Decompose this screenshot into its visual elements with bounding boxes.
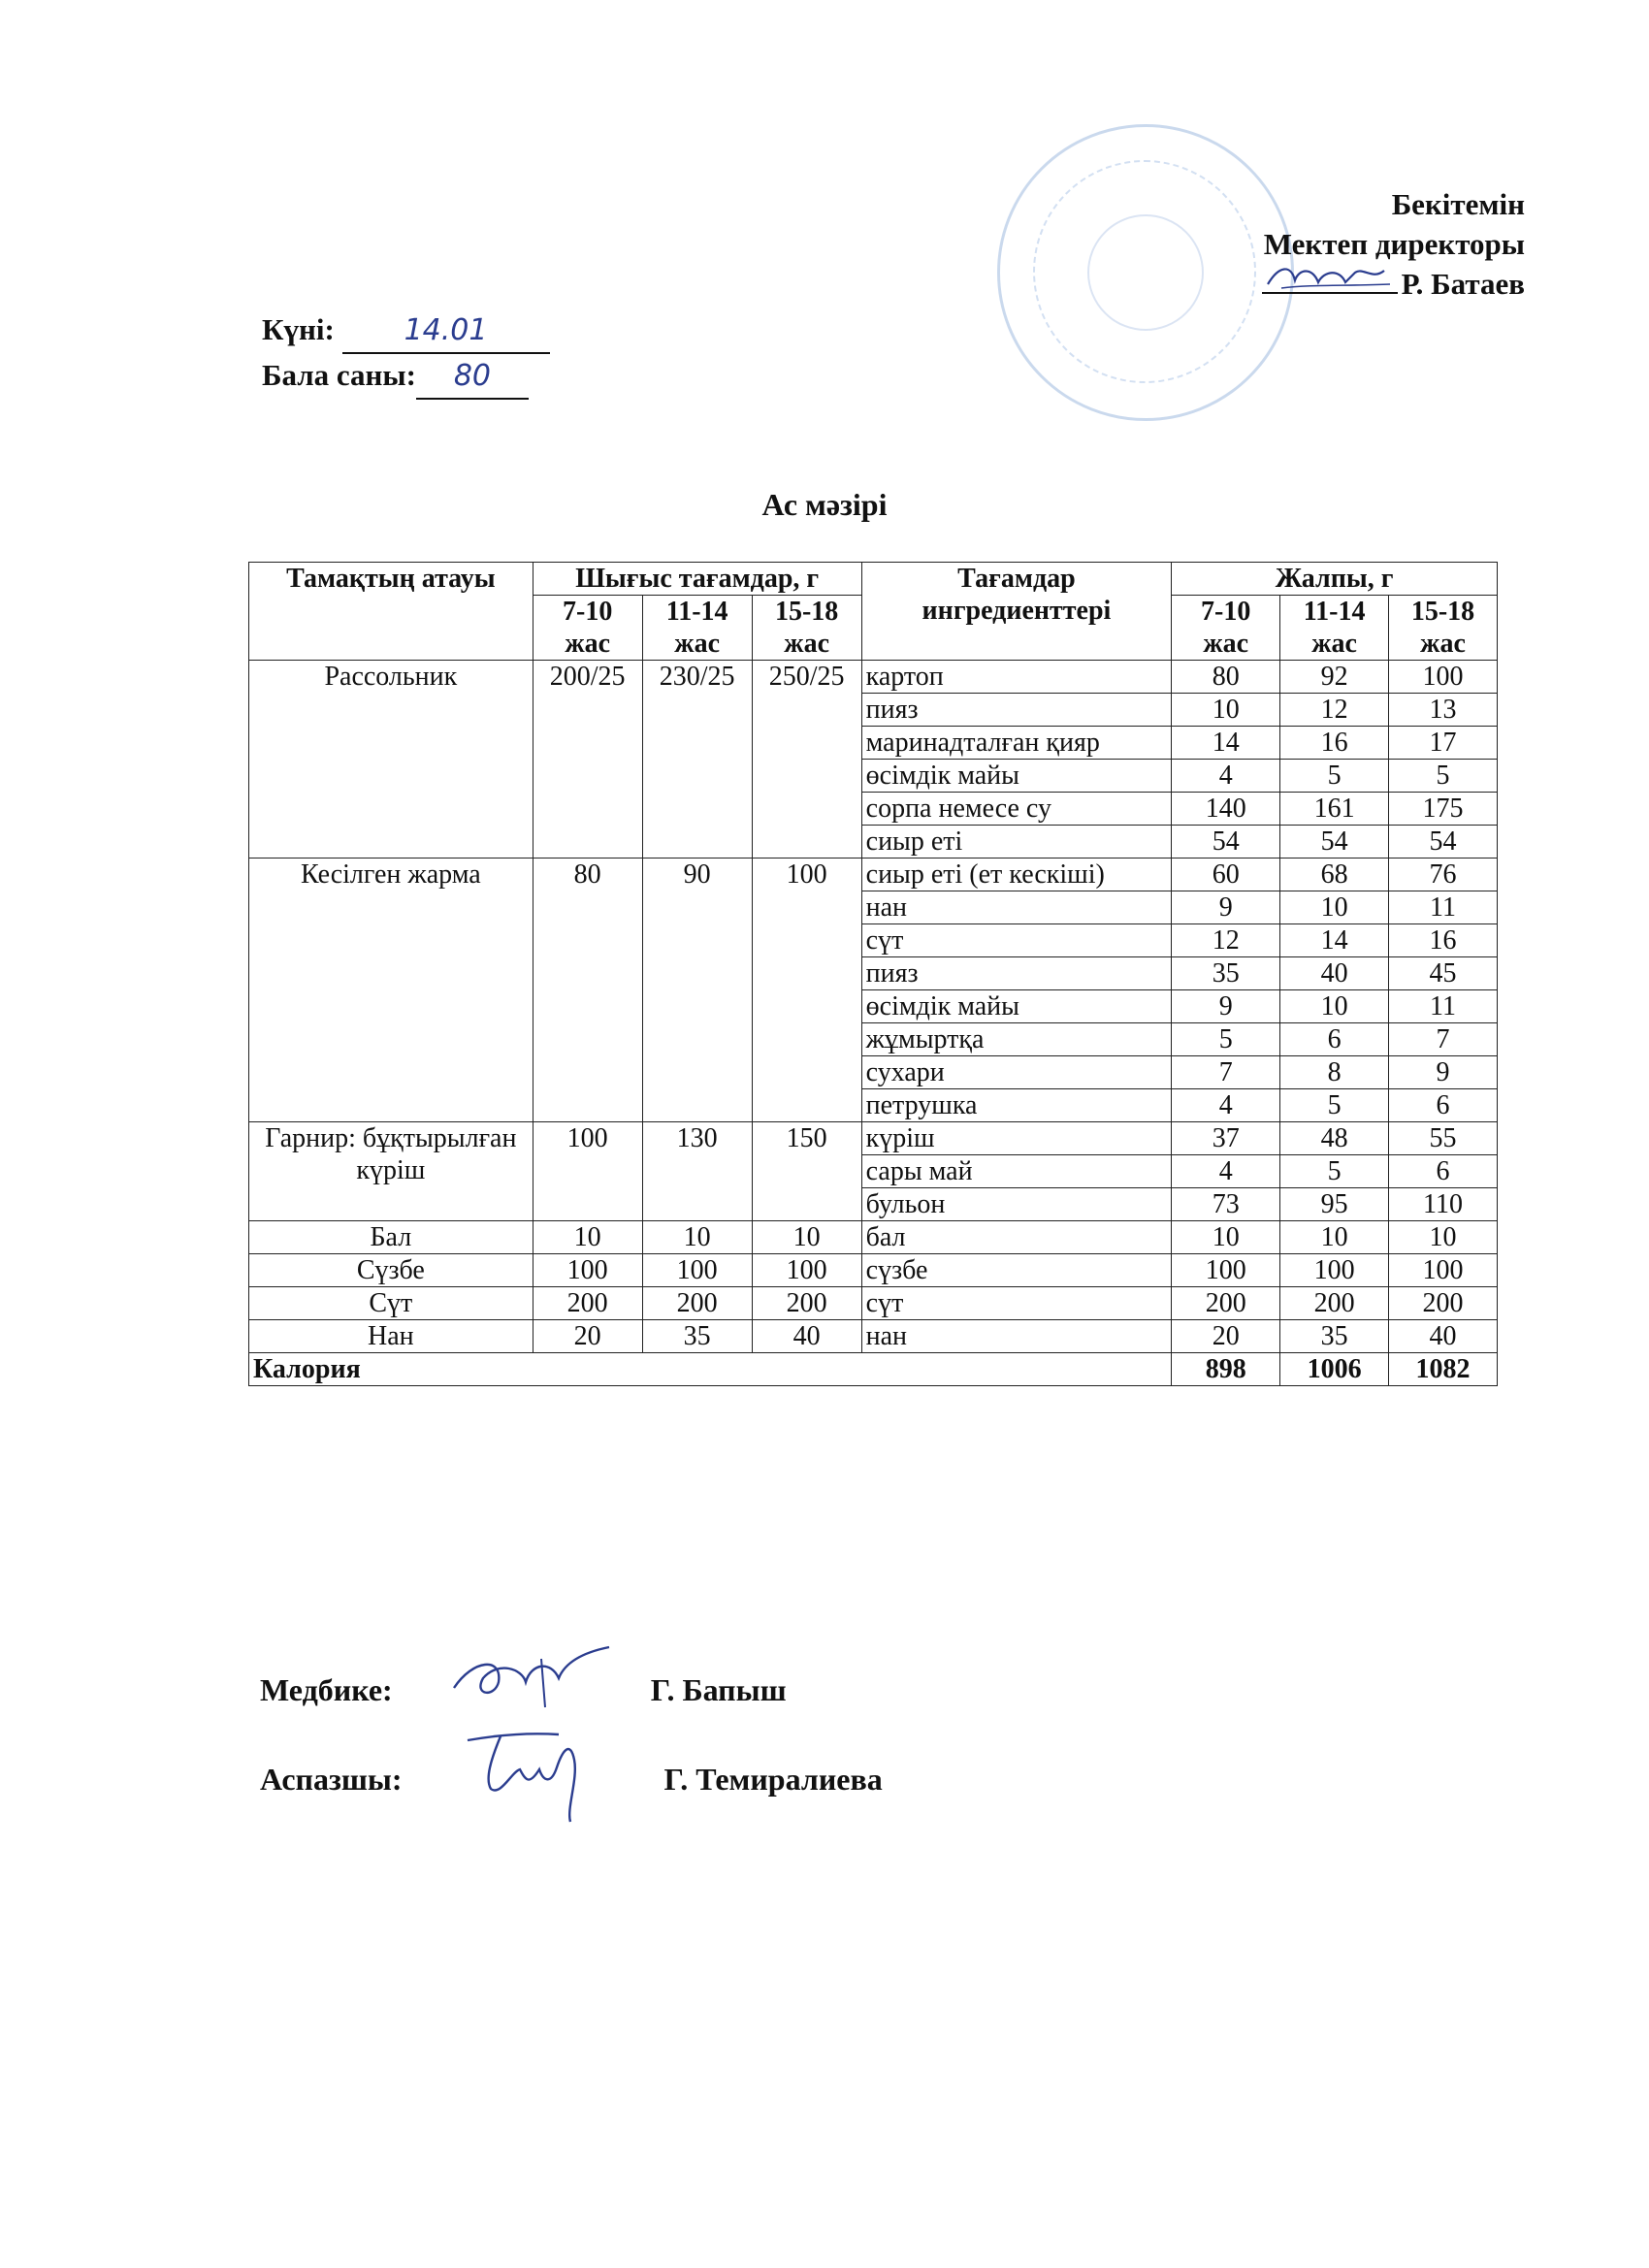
- total-cell: 140: [1172, 793, 1280, 826]
- output-cell: 230/25: [642, 661, 752, 859]
- output-cell: 100: [533, 1254, 642, 1287]
- total-cell: 6: [1389, 1089, 1498, 1122]
- total-cell: 7: [1172, 1056, 1280, 1089]
- output-cell: 200: [752, 1287, 861, 1320]
- total-cell: 200: [1172, 1287, 1280, 1320]
- total-cell: 80: [1172, 661, 1280, 694]
- table-row: [249, 1287, 1498, 1320]
- output-cell: 10: [533, 1221, 642, 1254]
- total-cell: 92: [1280, 661, 1389, 694]
- dish-name-cell: Гарнир: бұқтырылған күріш: [249, 1122, 534, 1221]
- cook-signature-scrawl: [462, 1721, 607, 1828]
- approval-line2: Мектеп директоры: [1263, 227, 1525, 261]
- nurse-signature-scrawl: [444, 1639, 638, 1717]
- total-cell: 13: [1389, 694, 1498, 727]
- total-cell: 37: [1172, 1122, 1280, 1155]
- ingredient-cell: өсімдік майы: [861, 990, 1172, 1023]
- ingredient-cell: жұмыртқа: [861, 1023, 1172, 1056]
- total-cell: 9: [1172, 891, 1280, 924]
- ingredient-cell: нан: [861, 1320, 1172, 1353]
- total-cell: 20: [1172, 1320, 1280, 1353]
- table-row: [249, 1221, 1498, 1254]
- director-signature-line: [1262, 265, 1398, 294]
- ingredient-cell: сары май: [861, 1155, 1172, 1188]
- total-cell: 5: [1280, 1155, 1389, 1188]
- date-value: 14.01: [342, 309, 550, 354]
- total-cell: 16: [1389, 924, 1498, 957]
- header-total-age3: 15-18 жас: [1389, 596, 1498, 661]
- total-cell: 12: [1172, 924, 1280, 957]
- total-cell: 40: [1389, 1320, 1498, 1353]
- children-value: 80: [416, 355, 529, 400]
- output-cell: 100: [642, 1254, 752, 1287]
- total-cell: 9: [1389, 1056, 1498, 1089]
- total-cell: 5: [1172, 1023, 1280, 1056]
- total-cell: 54: [1389, 826, 1498, 859]
- children-row: [262, 354, 550, 400]
- total-cell: 6: [1280, 1023, 1389, 1056]
- ingredient-cell: өсімдік майы: [861, 760, 1172, 793]
- header-total-age2: 11-14 жас: [1280, 596, 1389, 661]
- total-cell: 100: [1280, 1254, 1389, 1287]
- header-output-age3: 15-18 жас: [752, 596, 861, 661]
- calories-age2: 1006: [1280, 1353, 1389, 1386]
- total-cell: 54: [1280, 826, 1389, 859]
- total-cell: 100: [1389, 661, 1498, 694]
- output-cell: 150: [752, 1122, 861, 1221]
- output-cell: 40: [752, 1320, 861, 1353]
- director-name: Р. Батаев: [1401, 267, 1525, 301]
- total-cell: 161: [1280, 793, 1389, 826]
- table-row: [249, 1122, 1498, 1155]
- total-cell: 10: [1280, 891, 1389, 924]
- total-cell: 10: [1172, 694, 1280, 727]
- cook-name: Г. Темиралиева: [663, 1762, 883, 1797]
- total-cell: 95: [1280, 1188, 1389, 1221]
- header-output: Шығыс тағамдар, г: [533, 563, 861, 596]
- total-cell: 14: [1280, 924, 1389, 957]
- total-cell: 5: [1389, 760, 1498, 793]
- header-total: Жалпы, г: [1172, 563, 1498, 596]
- total-cell: 7: [1389, 1023, 1498, 1056]
- ingredient-cell: сорпа немесе су: [861, 793, 1172, 826]
- output-cell: 35: [642, 1320, 752, 1353]
- dish-name-cell: Сүт: [249, 1287, 534, 1320]
- total-cell: 14: [1172, 727, 1280, 760]
- total-cell: 12: [1280, 694, 1389, 727]
- output-cell: 20: [533, 1320, 642, 1353]
- ingredient-cell: сүзбе: [861, 1254, 1172, 1287]
- approval-signature-row: [1262, 264, 1525, 304]
- total-cell: 100: [1389, 1254, 1498, 1287]
- total-cell: 110: [1389, 1188, 1498, 1221]
- nurse-name: Г. Бапыш: [650, 1672, 787, 1707]
- total-cell: 35: [1280, 1320, 1389, 1353]
- total-cell: 4: [1172, 760, 1280, 793]
- output-cell: 90: [642, 859, 752, 1122]
- total-cell: 40: [1280, 957, 1389, 990]
- total-cell: 200: [1389, 1287, 1498, 1320]
- total-cell: 11: [1389, 891, 1498, 924]
- output-cell: 10: [752, 1221, 861, 1254]
- approval-line1: Бекітемін: [1391, 187, 1525, 221]
- output-cell: 10: [642, 1221, 752, 1254]
- total-cell: 4: [1172, 1155, 1280, 1188]
- total-cell: 10: [1280, 1221, 1389, 1254]
- table-row: [249, 661, 1498, 694]
- total-cell: 73: [1172, 1188, 1280, 1221]
- total-cell: 200: [1280, 1287, 1389, 1320]
- dish-name-cell: Сүзбе: [249, 1254, 534, 1287]
- header-output-age1: 7-10 жас: [533, 596, 642, 661]
- output-cell: 200: [642, 1287, 752, 1320]
- total-cell: 48: [1280, 1122, 1389, 1155]
- director-signature-scrawl: [1262, 259, 1398, 294]
- total-cell: 175: [1389, 793, 1498, 826]
- meta-block: [262, 308, 550, 400]
- ingredient-cell: күріш: [861, 1122, 1172, 1155]
- total-cell: 55: [1389, 1122, 1498, 1155]
- total-cell: 45: [1389, 957, 1498, 990]
- ingredient-cell: сиыр еті: [861, 826, 1172, 859]
- stamp-emblem: [1087, 214, 1204, 331]
- children-label: Бала саны:: [262, 358, 416, 392]
- official-stamp: [997, 124, 1294, 421]
- output-cell: 130: [642, 1122, 752, 1221]
- table-row: [249, 1254, 1498, 1287]
- calories-label: Калория: [249, 1353, 1172, 1386]
- menu-table-body: [249, 661, 1498, 1353]
- ingredient-cell: сүт: [861, 1287, 1172, 1320]
- ingredient-cell: пияз: [861, 694, 1172, 727]
- ingredient-cell: бульон: [861, 1188, 1172, 1221]
- total-cell: 68: [1280, 859, 1389, 891]
- dish-name-cell: Кесілген жарма: [249, 859, 534, 1122]
- date-row: [262, 308, 550, 354]
- nurse-signature-row: [260, 1672, 787, 1708]
- output-cell: 200/25: [533, 661, 642, 859]
- total-cell: 10: [1172, 1221, 1280, 1254]
- total-cell: 11: [1389, 990, 1498, 1023]
- total-cell: 54: [1172, 826, 1280, 859]
- total-cell: 60: [1172, 859, 1280, 891]
- ingredient-cell: бал: [861, 1221, 1172, 1254]
- cook-label: Аспазшы:: [260, 1762, 403, 1797]
- nurse-label: Медбике:: [260, 1672, 393, 1707]
- table-row: [249, 859, 1498, 891]
- total-cell: 9: [1172, 990, 1280, 1023]
- output-cell: 200: [533, 1287, 642, 1320]
- calories-age1: 898: [1172, 1353, 1280, 1386]
- header-dish-name: Тамақтың атауы: [249, 563, 534, 661]
- output-cell: 100: [752, 1254, 861, 1287]
- ingredient-cell: сүт: [861, 924, 1172, 957]
- total-cell: 10: [1389, 1221, 1498, 1254]
- output-cell: 250/25: [752, 661, 861, 859]
- dish-name-cell: Рассольник: [249, 661, 534, 859]
- header-ingredients: Тағамдар ингредиенттері: [861, 563, 1172, 661]
- menu-table: [248, 562, 1498, 1386]
- date-label: Күні:: [262, 312, 335, 346]
- ingredient-cell: маринадталған қияр: [861, 727, 1172, 760]
- total-cell: 4: [1172, 1089, 1280, 1122]
- total-cell: 8: [1280, 1056, 1389, 1089]
- total-cell: 100: [1172, 1254, 1280, 1287]
- output-cell: 80: [533, 859, 642, 1122]
- dish-name-cell: Бал: [249, 1221, 534, 1254]
- calories-age3: 1082: [1389, 1353, 1498, 1386]
- dish-name-cell: Нан: [249, 1320, 534, 1353]
- output-cell: 100: [752, 859, 861, 1122]
- total-cell: 5: [1280, 760, 1389, 793]
- total-cell: 17: [1389, 727, 1498, 760]
- ingredient-cell: сиыр еті (ет кескіші): [861, 859, 1172, 891]
- total-cell: 10: [1280, 990, 1389, 1023]
- cook-signature-row: [260, 1762, 883, 1798]
- ingredient-cell: пияз: [861, 957, 1172, 990]
- header-output-age2: 11-14 жас: [642, 596, 752, 661]
- ingredient-cell: нан: [861, 891, 1172, 924]
- approval-block: [1262, 184, 1525, 304]
- total-cell: 16: [1280, 727, 1389, 760]
- total-cell: 5: [1280, 1089, 1389, 1122]
- ingredient-cell: петрушка: [861, 1089, 1172, 1122]
- total-cell: 6: [1389, 1155, 1498, 1188]
- header-total-age1: 7-10 жас: [1172, 596, 1280, 661]
- ingredient-cell: картоп: [861, 661, 1172, 694]
- total-cell: 76: [1389, 859, 1498, 891]
- calories-row: [249, 1353, 1498, 1386]
- output-cell: 100: [533, 1122, 642, 1221]
- total-cell: 35: [1172, 957, 1280, 990]
- table-row: [249, 1320, 1498, 1353]
- ingredient-cell: сухари: [861, 1056, 1172, 1089]
- page-title: Ас мәзірі: [761, 487, 888, 522]
